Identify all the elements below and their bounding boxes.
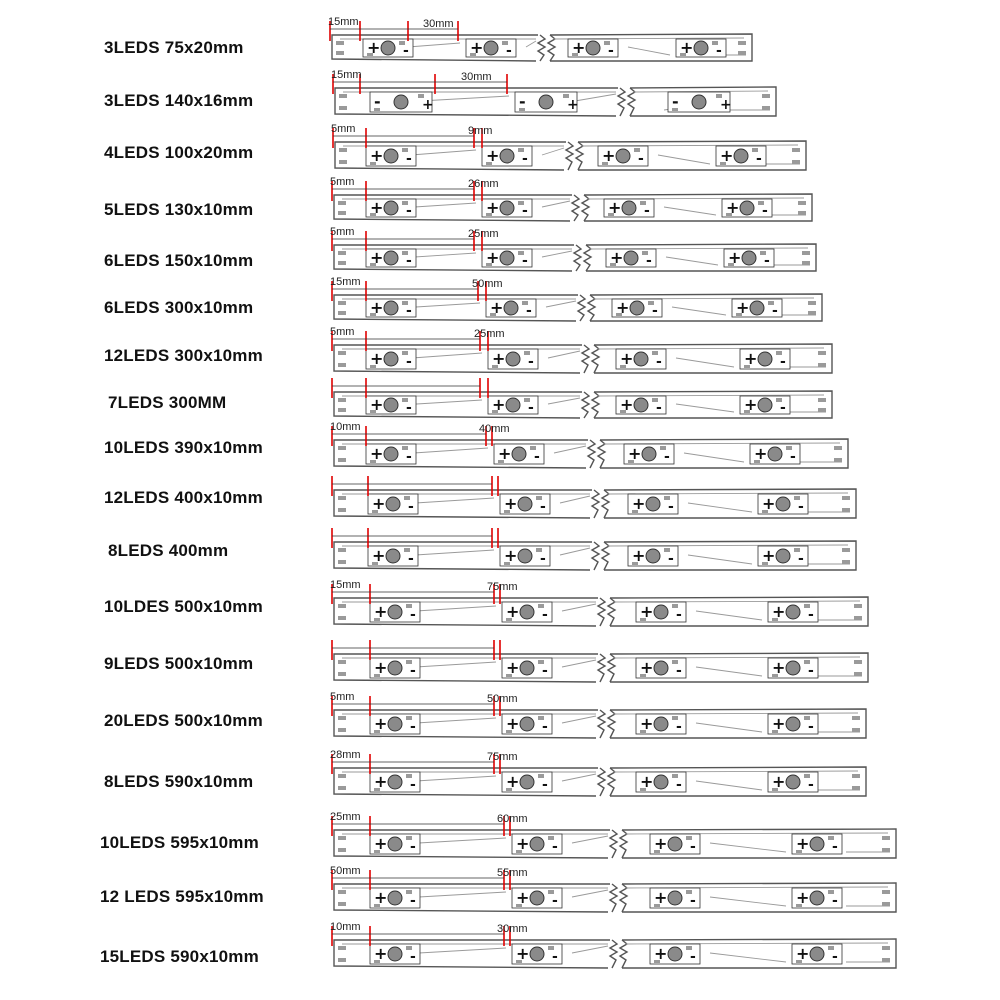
dimension-pitch-text: 25mm: [468, 228, 499, 240]
strip-label: 12LEDS 300x10mm: [104, 346, 263, 365]
polarity-sign: -: [672, 92, 679, 111]
polarity-sign: +: [567, 97, 579, 113]
polarity-sign: +: [370, 349, 384, 368]
polarity-sign: +: [504, 546, 518, 565]
polarity-sign: -: [410, 777, 416, 793]
polarity-sign: -: [676, 607, 682, 623]
polarity-sign: -: [790, 449, 796, 465]
polarity-sign: -: [410, 663, 416, 679]
polarity-sign: -: [528, 400, 534, 416]
polarity-sign: +: [370, 198, 384, 217]
polarity-sign: -: [832, 839, 838, 855]
polarity-sign: +: [602, 146, 616, 165]
dimension-pitch-text: 30mm: [423, 18, 454, 30]
polarity-sign: -: [676, 663, 682, 679]
polarity-sign: -: [408, 551, 414, 567]
polarity-sign: -: [406, 253, 412, 269]
led-module: [370, 944, 420, 965]
polarity-sign: -: [528, 354, 534, 370]
dimension-edge-text: 15mm: [330, 276, 361, 288]
polarity-sign: +: [370, 146, 384, 165]
polarity-sign: -: [542, 663, 548, 679]
polarity-sign: +: [506, 658, 520, 677]
strip-label: 6LEDS 300x10mm: [104, 298, 254, 317]
polarity-sign: +: [632, 494, 646, 513]
polarity-sign: +: [486, 146, 500, 165]
led-module: [512, 944, 562, 965]
polarity-sign: +: [516, 888, 530, 907]
polarity-sign: +: [498, 444, 512, 463]
polarity-sign: -: [646, 253, 652, 269]
polarity-sign: -: [668, 551, 674, 567]
strip-label: 3LEDS 75x20mm: [104, 38, 244, 57]
dimension-edge-text: 15mm: [331, 69, 362, 81]
polarity-sign: +: [572, 38, 586, 57]
break-mark: [620, 940, 627, 968]
polarity-sign: +: [772, 714, 786, 733]
polarity-sign: -: [519, 92, 526, 111]
polarity-sign: +: [632, 546, 646, 565]
polarity-sign: -: [540, 551, 546, 567]
strip-label: 8LEDS 590x10mm: [104, 772, 254, 791]
polarity-sign: +: [372, 546, 386, 565]
polarity-sign: -: [756, 151, 762, 167]
polarity-sign: -: [552, 949, 558, 965]
led-chip: [388, 947, 402, 961]
polarity-sign: -: [410, 607, 416, 623]
polarity-sign: -: [808, 607, 814, 623]
polarity-sign: +: [370, 248, 384, 267]
polarity-sign: -: [690, 893, 696, 909]
polarity-sign: +: [796, 944, 810, 963]
polarity-sign: +: [654, 888, 668, 907]
polarity-sign: -: [764, 253, 770, 269]
polarity-sign: +: [506, 772, 520, 791]
polarity-sign: -: [716, 43, 722, 59]
polarity-sign: +: [608, 198, 622, 217]
dimension-edge-text: 5mm: [330, 691, 355, 703]
polarity-sign: +: [640, 772, 654, 791]
strip-label: 10LDES 500x10mm: [104, 597, 263, 616]
end-pad: [882, 946, 890, 950]
dimension-pitch-text: 50mm: [472, 278, 503, 290]
polarity-sign: +: [506, 714, 520, 733]
polarity-sign: +: [744, 395, 758, 414]
polarity-sign: -: [552, 839, 558, 855]
trace-line: [572, 946, 608, 953]
polarity-sign: +: [370, 444, 384, 463]
dimension-edge-text: 25mm: [330, 811, 361, 823]
polarity-sign: +: [486, 248, 500, 267]
polarity-sign: -: [552, 893, 558, 909]
polarity-sign: +: [367, 38, 381, 57]
end-pad: [338, 946, 346, 950]
polarity-sign: -: [534, 449, 540, 465]
led-chip: [668, 947, 682, 961]
dimension-edge-text: 28mm: [330, 749, 361, 761]
polarity-sign: +: [620, 395, 634, 414]
strip-label: 4LEDS 100x20mm: [104, 143, 254, 162]
polarity-sign: +: [654, 834, 668, 853]
polarity-sign: +: [796, 834, 810, 853]
polarity-sign: +: [516, 834, 530, 853]
polarity-sign: -: [780, 354, 786, 370]
polarity-sign: +: [772, 658, 786, 677]
polarity-sign: +: [370, 395, 384, 414]
polarity-sign: -: [542, 719, 548, 735]
dimension-edge-text: 5mm: [330, 326, 355, 338]
polarity-sign: +: [680, 38, 694, 57]
polarity-sign: +: [762, 494, 776, 513]
strip-label: 12LEDS 400x10mm: [104, 488, 263, 507]
polarity-sign: +: [640, 714, 654, 733]
dimension-pitch-text: 75mm: [487, 581, 518, 593]
polarity-sign: +: [772, 772, 786, 791]
polarity-sign: +: [374, 658, 388, 677]
polarity-sign: -: [798, 551, 804, 567]
polarity-sign: -: [522, 203, 528, 219]
polarity-sign: +: [720, 146, 734, 165]
polarity-sign: +: [374, 888, 388, 907]
dimension-edge-text: 5mm: [330, 226, 355, 238]
polarity-sign: +: [374, 714, 388, 733]
dimension-edge-text: 15mm: [328, 16, 359, 28]
dimension-pitch-text: 50mm: [487, 693, 518, 705]
polarity-sign: -: [638, 151, 644, 167]
dimension-pitch-text: 40mm: [479, 423, 510, 435]
polarity-sign: -: [656, 400, 662, 416]
strip-label: 12 LEDS 595x10mm: [100, 887, 264, 906]
polarity-sign: -: [690, 949, 696, 965]
polarity-sign: -: [762, 203, 768, 219]
polarity-sign: +: [728, 248, 742, 267]
polarity-sign: +: [470, 38, 484, 57]
polarity-sign: +: [374, 602, 388, 621]
polarity-sign: -: [406, 203, 412, 219]
polarity-sign: -: [808, 719, 814, 735]
polarity-sign: +: [492, 395, 506, 414]
polarity-sign: -: [410, 949, 416, 965]
polarity-sign: -: [406, 400, 412, 416]
dimension-edge-text: 10mm: [330, 421, 361, 433]
polarity-sign: -: [408, 499, 414, 515]
trace-line: [710, 953, 786, 962]
polarity-sign: -: [608, 43, 614, 59]
polarity-sign: +: [736, 298, 750, 317]
strip-label: 20LEDS 500x10mm: [104, 711, 263, 730]
polarity-sign: +: [492, 349, 506, 368]
polarity-sign: +: [654, 944, 668, 963]
polarity-sign: +: [374, 944, 388, 963]
polarity-sign: -: [542, 607, 548, 623]
polarity-sign: -: [644, 203, 650, 219]
end-pad: [882, 958, 890, 962]
dimension-pitch-text: 55mm: [497, 867, 528, 879]
dimension-edge-text: 5mm: [331, 123, 356, 135]
led-chip: [530, 947, 544, 961]
dimension-pitch-text: 30mm: [461, 71, 492, 83]
polarity-sign: +: [620, 349, 634, 368]
polarity-sign: -: [772, 303, 778, 319]
polarity-sign: +: [422, 97, 434, 113]
polarity-sign: +: [506, 602, 520, 621]
polarity-sign: -: [406, 354, 412, 370]
strip-label: 8LEDS 400mm: [108, 541, 229, 560]
polarity-sign: -: [506, 43, 512, 59]
polarity-sign: +: [628, 444, 642, 463]
polarity-sign: -: [652, 303, 658, 319]
polarity-sign: +: [796, 888, 810, 907]
strip-label: 15LEDS 590x10mm: [100, 947, 259, 966]
dimension-edge-text: 10mm: [330, 921, 361, 933]
polarity-sign: -: [410, 719, 416, 735]
polarity-sign: -: [808, 663, 814, 679]
polarity-sign: +: [486, 198, 500, 217]
polarity-sign: -: [676, 777, 682, 793]
polarity-sign: +: [616, 298, 630, 317]
strip-label: 9LEDS 500x10mm: [104, 654, 254, 673]
strip-label: 5LEDS 130x10mm: [104, 200, 254, 219]
polarity-sign: -: [410, 893, 416, 909]
polarity-sign: +: [726, 198, 740, 217]
dimension-pitch-text: 30mm: [497, 923, 528, 935]
polarity-sign: +: [374, 772, 388, 791]
strip-label: 10LEDS 390x10mm: [104, 438, 263, 457]
polarity-sign: +: [490, 298, 504, 317]
polarity-sign: -: [542, 777, 548, 793]
polarity-sign: +: [610, 248, 624, 267]
polarity-sign: -: [374, 92, 381, 111]
end-pad: [338, 958, 346, 962]
break-mark: [610, 940, 617, 968]
polarity-sign: -: [406, 151, 412, 167]
polarity-sign: +: [374, 834, 388, 853]
strip-label: 10LEDS 595x10mm: [100, 833, 259, 852]
polarity-sign: +: [504, 494, 518, 513]
polarity-sign: +: [372, 494, 386, 513]
strip-label: 3LEDS 140x16mm: [104, 91, 254, 110]
dimension-pitch-text: 26mm: [468, 178, 499, 190]
polarity-sign: -: [526, 303, 532, 319]
polarity-sign: +: [744, 349, 758, 368]
polarity-sign: -: [403, 43, 409, 59]
dimension-pitch-text: 9mm: [468, 125, 493, 137]
polarity-sign: -: [690, 839, 696, 855]
led-module: [650, 944, 700, 965]
strip-label: 6LEDS 150x10mm: [104, 251, 254, 270]
polarity-sign: -: [676, 719, 682, 735]
polarity-sign: +: [640, 658, 654, 677]
polarity-sign: -: [664, 449, 670, 465]
polarity-sign: +: [772, 602, 786, 621]
polarity-sign: -: [522, 151, 528, 167]
polarity-sign: -: [406, 449, 412, 465]
polarity-sign: -: [522, 253, 528, 269]
polarity-sign: -: [832, 893, 838, 909]
polarity-sign: -: [780, 400, 786, 416]
led-chip: [810, 947, 824, 961]
polarity-sign: -: [540, 499, 546, 515]
polarity-sign: +: [640, 602, 654, 621]
polarity-sign: +: [370, 298, 384, 317]
polarity-sign: +: [762, 546, 776, 565]
polarity-sign: -: [668, 499, 674, 515]
polarity-sign: -: [798, 499, 804, 515]
polarity-sign: -: [832, 949, 838, 965]
dimension-edge-text: 15mm: [330, 579, 361, 591]
polarity-sign: +: [754, 444, 768, 463]
dimension-pitch-text: 25mm: [474, 328, 505, 340]
dimension-edge-text: 50mm: [330, 865, 361, 877]
polarity-sign: -: [410, 839, 416, 855]
polarity-sign: +: [516, 944, 530, 963]
polarity-sign: +: [720, 97, 732, 113]
polarity-sign: -: [656, 354, 662, 370]
dimension-pitch-text: 60mm: [497, 813, 528, 825]
led-module: [792, 944, 842, 965]
dimension-pitch-text: 75mm: [487, 751, 518, 763]
dimension-edge-text: 5mm: [330, 176, 355, 188]
strip-label: 7LEDS 300MM: [108, 393, 227, 412]
polarity-sign: -: [808, 777, 814, 793]
polarity-sign: -: [406, 303, 412, 319]
